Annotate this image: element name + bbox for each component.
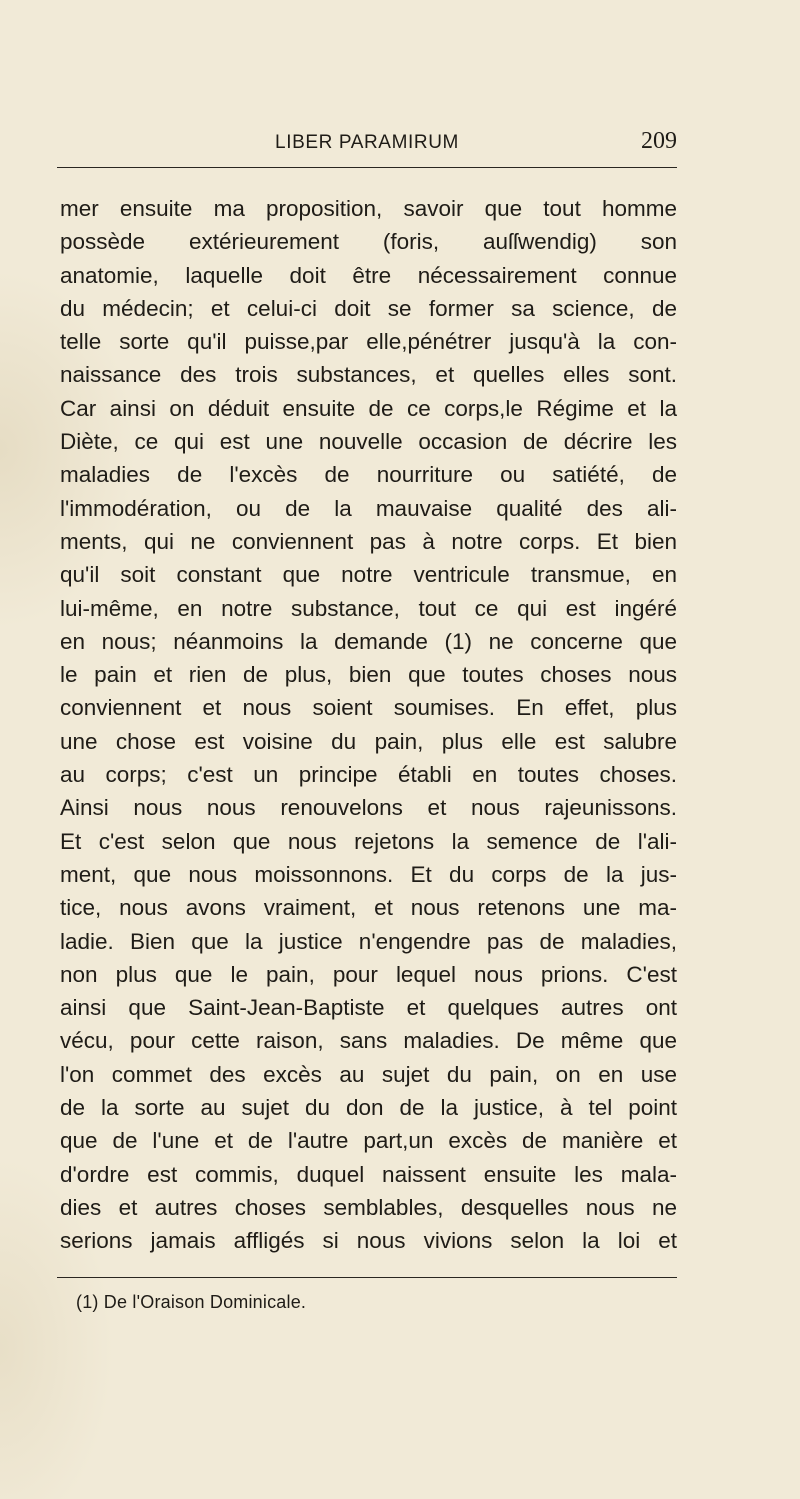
header-rule <box>57 167 677 168</box>
text-line: ladie. Bien que la justice n'engendre pas de maladies, <box>60 928 677 954</box>
text-line: Diète, ce qui est une nouvelle occasion de décrire les <box>60 429 677 455</box>
text-line: lui-même, en notre substance, tout ce qui est ingéré <box>60 595 677 621</box>
footnote: (1) De l'Oraison Dominicale. <box>76 1292 307 1312</box>
running-head <box>57 128 677 164</box>
text-line: d'ordre est commis, duquel naissent ensuite les mala- <box>60 1161 677 1187</box>
text-line: Car ainsi on déduit ensuite de ce corps,le Régime et la <box>60 395 677 421</box>
text-line: serions jamais affligés si nous vivions selon la loi et <box>60 1228 677 1254</box>
text-line: au corps; c'est un principe établi en toutes choses. <box>60 762 677 788</box>
text-line: Ainsi nous nous renouvelons et nous rajeunissons. <box>60 795 677 821</box>
text-line: l'immodération, ou de la mauvaise qualité des ali- <box>60 495 677 521</box>
body-text <box>60 192 677 1258</box>
text-line: de la sorte au sujet du don de la justice, à tel point <box>60 1095 677 1121</box>
text-line: le pain et rien de plus, bien que toutes choses nous <box>60 662 677 688</box>
text-line: en nous; néanmoins la demande (1) ne concerne que <box>60 628 677 654</box>
text-line: ments, qui ne conviennent pas à notre corps. Et bien <box>60 528 677 554</box>
text-line: mer ensuite ma proposition, savoir que tout homme <box>60 196 677 221</box>
text-line: non plus que le pain, pour lequel nous prions. C'est <box>60 961 677 987</box>
page-number: 209 <box>641 128 677 154</box>
text-line: naissance des trois substances, et quelles elles sont. <box>60 362 677 388</box>
text-line: que de l'une et de l'autre part,un excès de manière et <box>60 1128 677 1154</box>
running-title: LIBER PARAMIRUM <box>275 132 459 153</box>
text-line: telle sorte qu'il puisse,par elle,pénétrer jusqu'à la con- <box>60 329 677 355</box>
text-line: dies et autres choses semblables, desquelles nous ne <box>60 1194 677 1220</box>
text-line: anatomie, laquelle doit être nécessairement connue <box>60 262 677 288</box>
text-line: ainsi que Saint-Jean-Baptiste et quelques autres ont <box>60 995 677 1021</box>
text-line: Et c'est selon que nous rejetons la semence de l'ali- <box>60 828 677 854</box>
text-line: tice, nous avons vraiment, et nous retenons une ma- <box>60 895 677 921</box>
text-line: du médecin; et celui-ci doit se former sa science, de <box>60 295 677 321</box>
text-line: qu'il soit constant que notre ventricule transmue, en <box>60 562 677 588</box>
text-line: conviennent et nous soient soumises. En effet, plus <box>60 695 677 721</box>
text-line: vécu, pour cette raison, sans maladies. De même que <box>60 1028 677 1054</box>
text-line: possède extérieurement (foris, auſſwendig) son <box>60 229 677 255</box>
text-line: maladies de l'excès de nourriture ou satiété, de <box>60 462 677 488</box>
text-line: ment, que nous moissonnons. Et du corps de la jus- <box>60 861 677 887</box>
text-line: une chose est voisine du pain, plus elle est salubre <box>60 728 677 754</box>
footnote-rule <box>57 1277 677 1278</box>
text-line: l'on commet des excès au sujet du pain, on en use <box>60 1061 677 1087</box>
